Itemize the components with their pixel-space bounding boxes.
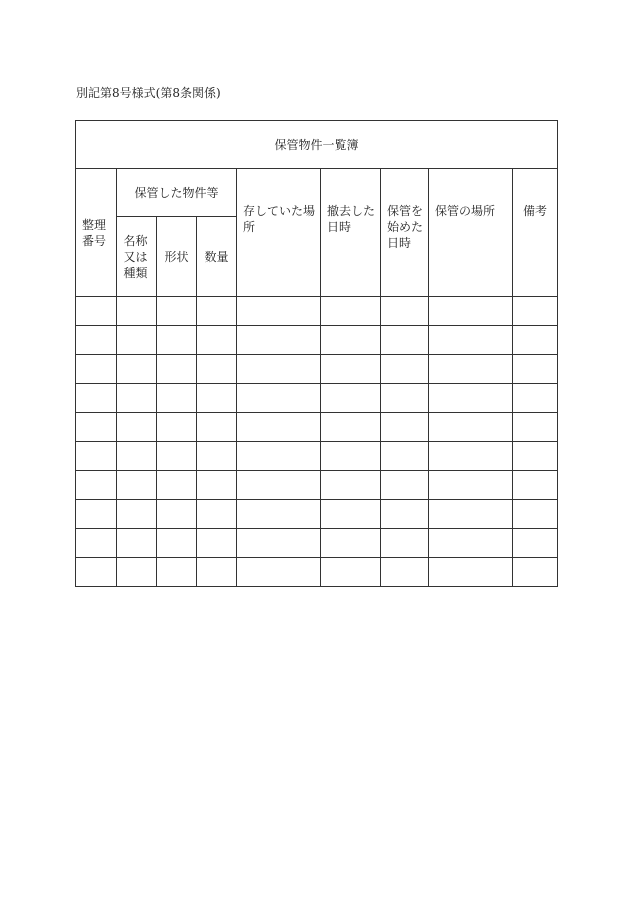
cell-existed-place — [237, 384, 321, 413]
cell-started-datetime — [381, 413, 429, 442]
cell-seiri-bangou — [76, 355, 117, 384]
table-row — [76, 413, 558, 442]
cell-removed-datetime — [321, 355, 381, 384]
header-name-or-kind-label: 名称又は種類 — [123, 233, 148, 280]
header-quantity: 数量 — [197, 217, 237, 297]
header-name-or-kind — [117, 217, 157, 297]
cell-removed-datetime — [321, 529, 381, 558]
cell-storage-place — [429, 500, 513, 529]
header-started-datetime: 保管を始めた日時 — [381, 169, 429, 297]
table-row — [76, 297, 558, 326]
cell-existed-place — [237, 442, 321, 471]
cell-shape — [157, 442, 197, 471]
cell-existed-place — [237, 529, 321, 558]
header-row-1 — [76, 169, 558, 217]
cell-name-or-kind — [117, 471, 157, 500]
cell-quantity — [197, 355, 237, 384]
cell-shape — [157, 500, 197, 529]
cell-started-datetime — [381, 297, 429, 326]
cell-storage-place — [429, 413, 513, 442]
cell-storage-place — [429, 355, 513, 384]
header-existed-place: 存していた場所 — [237, 169, 321, 297]
cell-bikou — [513, 384, 558, 413]
cell-removed-datetime — [321, 471, 381, 500]
cell-name-or-kind — [117, 413, 157, 442]
cell-storage-place — [429, 326, 513, 355]
cell-existed-place — [237, 558, 321, 587]
cell-name-or-kind — [117, 529, 157, 558]
cell-quantity — [197, 442, 237, 471]
cell-seiri-bangou — [76, 297, 117, 326]
cell-shape — [157, 558, 197, 587]
cell-started-datetime — [381, 442, 429, 471]
cell-name-or-kind — [117, 558, 157, 587]
cell-started-datetime — [381, 500, 429, 529]
cell-storage-place — [429, 558, 513, 587]
cell-existed-place — [237, 326, 321, 355]
cell-quantity — [197, 326, 237, 355]
cell-removed-datetime — [321, 442, 381, 471]
storage-ledger-table — [75, 120, 558, 587]
table-row — [76, 500, 558, 529]
cell-name-or-kind — [117, 355, 157, 384]
table-row — [76, 326, 558, 355]
cell-name-or-kind — [117, 442, 157, 471]
header-bikou: 備考 — [513, 169, 558, 297]
cell-existed-place — [237, 297, 321, 326]
cell-quantity — [197, 471, 237, 500]
cell-started-datetime — [381, 529, 429, 558]
cell-bikou — [513, 558, 558, 587]
table-title: 保管物件一覧簿 — [76, 121, 558, 169]
cell-storage-place — [429, 471, 513, 500]
header-shape: 形状 — [157, 217, 197, 297]
cell-bikou — [513, 500, 558, 529]
table-row — [76, 384, 558, 413]
cell-bikou — [513, 355, 558, 384]
cell-seiri-bangou — [76, 529, 117, 558]
cell-bikou — [513, 326, 558, 355]
cell-name-or-kind — [117, 384, 157, 413]
cell-name-or-kind — [117, 297, 157, 326]
cell-existed-place — [237, 471, 321, 500]
cell-shape — [157, 471, 197, 500]
cell-seiri-bangou — [76, 384, 117, 413]
cell-bikou — [513, 413, 558, 442]
header-storage-place: 保管の場所 — [429, 169, 513, 297]
cell-bikou — [513, 471, 558, 500]
cell-removed-datetime — [321, 558, 381, 587]
cell-removed-datetime — [321, 384, 381, 413]
cell-storage-place — [429, 442, 513, 471]
cell-existed-place — [237, 413, 321, 442]
header-seiri-bangou — [76, 169, 117, 297]
cell-name-or-kind — [117, 326, 157, 355]
cell-removed-datetime — [321, 326, 381, 355]
cell-shape — [157, 326, 197, 355]
table-row — [76, 355, 558, 384]
cell-shape — [157, 355, 197, 384]
cell-quantity — [197, 500, 237, 529]
cell-quantity — [197, 413, 237, 442]
cell-removed-datetime — [321, 297, 381, 326]
cell-seiri-bangou — [76, 442, 117, 471]
header-removed-datetime: 撤去した日時 — [321, 169, 381, 297]
cell-storage-place — [429, 297, 513, 326]
cell-name-or-kind — [117, 500, 157, 529]
cell-shape — [157, 529, 197, 558]
header-group-stored-items: 保管した物件等 — [117, 169, 237, 217]
cell-started-datetime — [381, 384, 429, 413]
table-row — [76, 529, 558, 558]
cell-shape — [157, 297, 197, 326]
title-row — [76, 121, 558, 169]
cell-storage-place — [429, 529, 513, 558]
cell-seiri-bangou — [76, 413, 117, 442]
cell-bikou — [513, 297, 558, 326]
table-row — [76, 471, 558, 500]
cell-started-datetime — [381, 326, 429, 355]
cell-shape — [157, 384, 197, 413]
table-body — [76, 121, 558, 587]
cell-storage-place — [429, 384, 513, 413]
cell-quantity — [197, 529, 237, 558]
cell-quantity — [197, 384, 237, 413]
cell-quantity — [197, 297, 237, 326]
form-label: 別記第8号様式(第8条関係) — [76, 86, 221, 100]
header-seiri-bangou-label: 整理番号 — [82, 217, 107, 248]
table-row — [76, 558, 558, 587]
cell-started-datetime — [381, 558, 429, 587]
cell-bikou — [513, 529, 558, 558]
cell-started-datetime — [381, 471, 429, 500]
cell-existed-place — [237, 500, 321, 529]
cell-shape — [157, 413, 197, 442]
cell-started-datetime — [381, 355, 429, 384]
cell-quantity — [197, 558, 237, 587]
cell-removed-datetime — [321, 413, 381, 442]
cell-seiri-bangou — [76, 471, 117, 500]
cell-seiri-bangou — [76, 500, 117, 529]
cell-existed-place — [237, 355, 321, 384]
cell-seiri-bangou — [76, 558, 117, 587]
cell-seiri-bangou — [76, 326, 117, 355]
table-row — [76, 442, 558, 471]
cell-bikou — [513, 442, 558, 471]
cell-removed-datetime — [321, 500, 381, 529]
